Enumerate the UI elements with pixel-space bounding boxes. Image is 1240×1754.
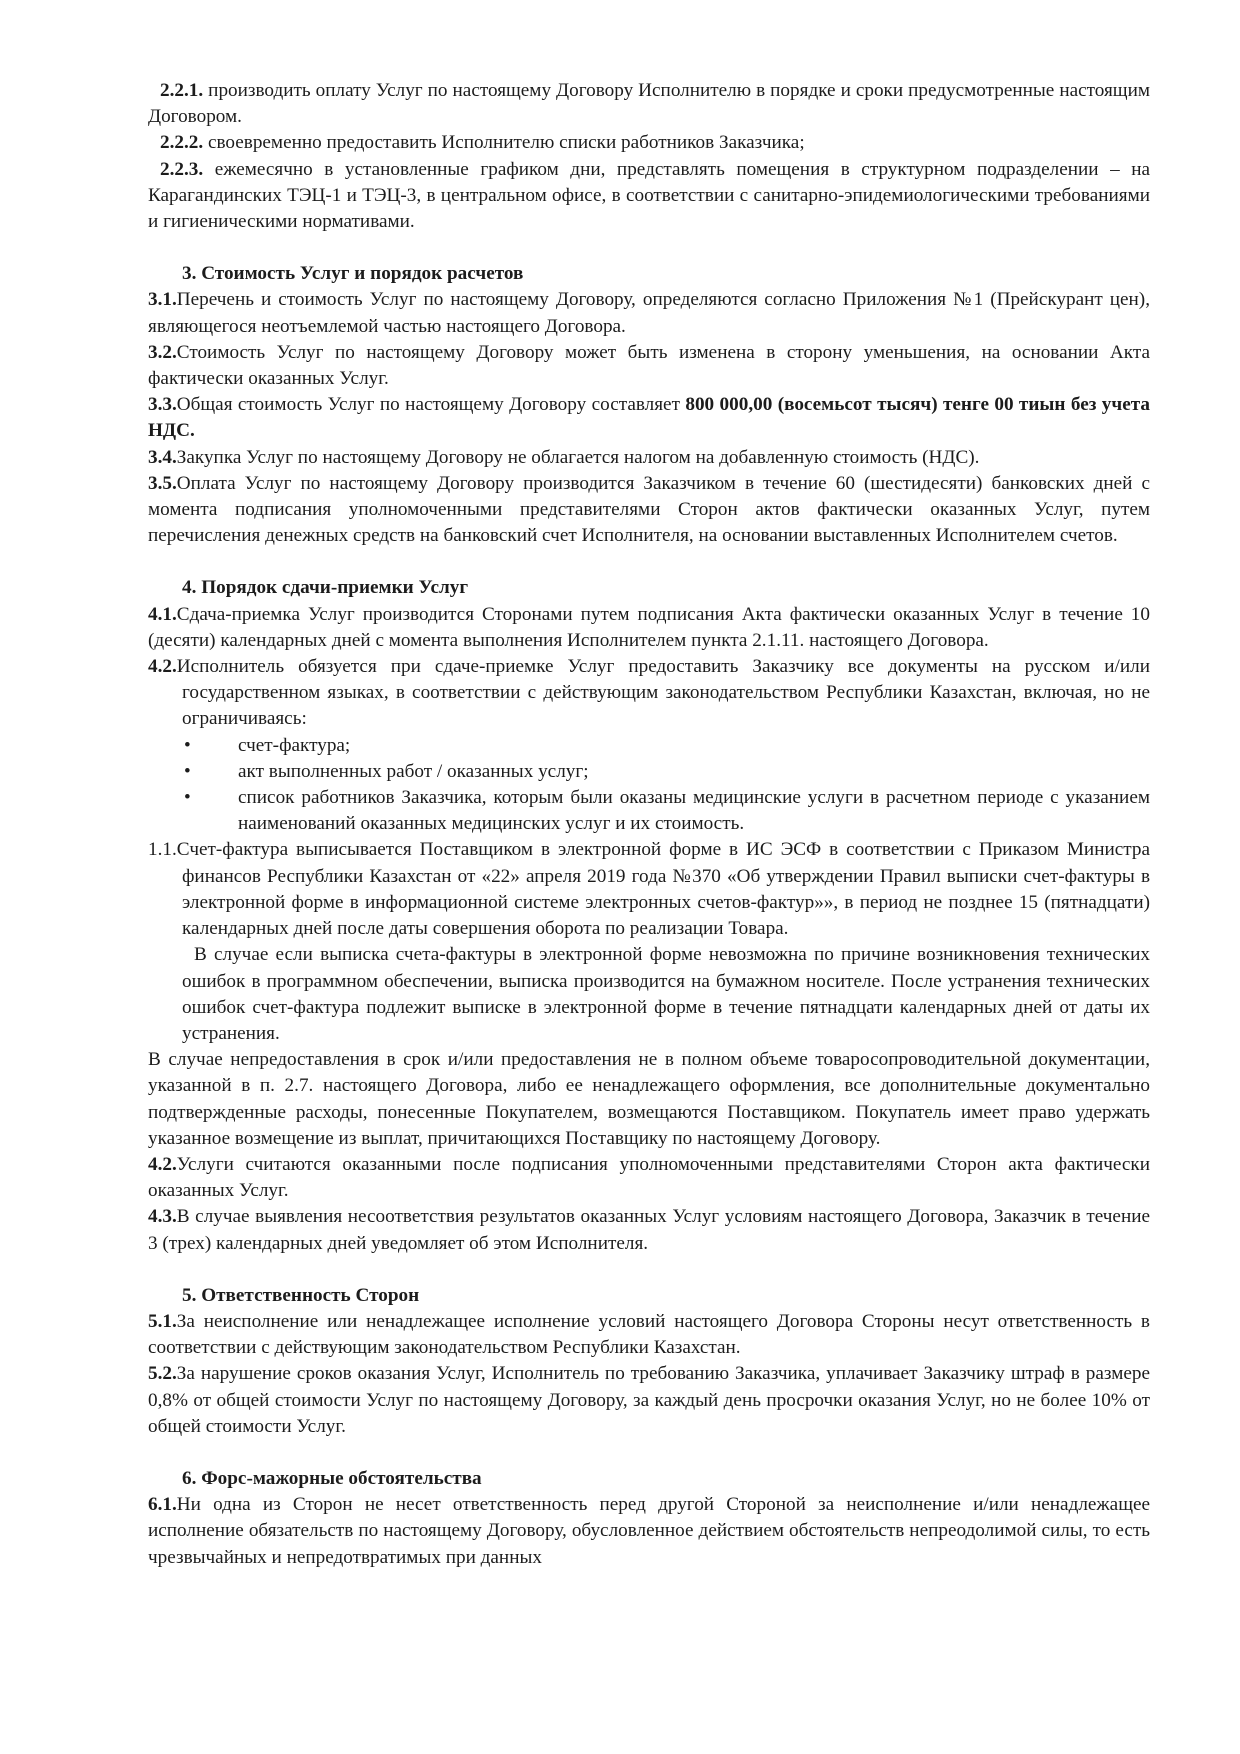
clause-number: 3.5. bbox=[148, 472, 177, 494]
clause-text: производить оплату Услуг по настоящему Договору Исполнителю в порядке и сроки предусмотренные настоящим Договором. bbox=[148, 80, 1150, 128]
bullet-icon: • bbox=[184, 760, 191, 782]
clause-number: 6.1. bbox=[148, 1494, 177, 1516]
clause-1-1 bbox=[148, 837, 1150, 942]
clause-number: 3.1. bbox=[148, 289, 177, 311]
clause-3-1 bbox=[148, 287, 1150, 339]
clause-number: 2.2.3. bbox=[160, 158, 204, 180]
clause-number: 4.3. bbox=[148, 1206, 177, 1228]
clause-text: ежемесячно в установленные графиком дни, представлять помещения в структурном подразделении – на Карагандинских ТЭЦ-1 и ТЭЦ-3, в центральном офисе, в соответствии с санитарно-эпидемиологическими требованиями и гигиеническими нормативами. bbox=[148, 158, 1150, 233]
clause-text: Счет-фактура выписывается Поставщиком в электронной форме в ИС ЭСФ в соответствии с Приказом Министра финансов Республики Казахстан от «22» апреля 2019 года №370 «Об утверждении Правил выписки счет-фактуры в электронной форме в информационной системе электронных счетов-фактур»», в период не позднее 15 (пятнадцати) календарных дней после даты совершения оборота по реализации Товара. bbox=[176, 839, 1150, 940]
clause-number: 1.1. bbox=[148, 839, 177, 861]
clause-text: Услуги считаются оказанными после подписания уполномоченными представителями Сторон акта фактически оказанных Услуг. bbox=[148, 1153, 1150, 1202]
section-5-heading: 5. Ответственность Сторон bbox=[182, 1284, 420, 1306]
clause-number: 2.2.1. bbox=[160, 80, 204, 101]
clause-number: 4.1. bbox=[148, 603, 177, 625]
clause-number: 3.3. bbox=[148, 394, 177, 416]
clause-3-3 bbox=[148, 392, 1150, 444]
section-3-heading: 3. Стоимость Услуг и порядок расчетов bbox=[182, 263, 524, 285]
clause-number: 4.2. bbox=[148, 1153, 177, 1175]
list-item: • список работников Заказчика, которым были оказаны медицинские услуги в расчетном периоде с указанием наименований оказанных медицинских услуг и их стоимость. bbox=[184, 787, 1150, 835]
clause-number: 2.2.2. bbox=[160, 132, 204, 154]
clause-number: 3.2. bbox=[148, 341, 177, 363]
clause-text: Оплата Услуг по настоящему Договору производится Заказчиком в течение 60 (шестидесяти) банковских дней с момента подписания уполномоченными представителями Сторон актов фактически оказанных Услуг, путем перечисления денежных средств на банковский счет Исполнителя, на основании выставленных Исполнителем счетов. bbox=[148, 472, 1150, 547]
clause-3-5 bbox=[148, 471, 1150, 550]
clause-number: 4.2. bbox=[148, 656, 177, 678]
clause-4-3 bbox=[148, 1204, 1150, 1256]
bullet-icon: • bbox=[184, 787, 191, 809]
clause-text: Общая стоимость Услуг по настоящему Договору составляет bbox=[176, 394, 686, 416]
clause-number: 3.4. bbox=[148, 446, 177, 468]
list-item: • счет-фактура; bbox=[238, 733, 1150, 759]
clause-text: За неисполнение или ненадлежащее исполнение условий настоящего Договора Стороны несут ответственность в соответствии с действующим законодательством Республики Казахстан. bbox=[148, 1310, 1150, 1359]
clause-4-2-first bbox=[148, 654, 1150, 733]
section-4-heading: 4. Порядок сдачи-приемки Услуг bbox=[182, 577, 469, 599]
clause-4-2-second bbox=[148, 1152, 1150, 1204]
clause-1-1-continuation: В случае если выписка счета-фактуры в электронной форме невозможна по причине возникновения технических ошибок в программном обеспечении, выписка производится на бумажном носителе. После устранения технических ошибок счет-фактура подлежит выписке в электронной форме в течение пятнадцати календарных дней от даты их устранения. bbox=[182, 944, 1150, 1044]
clause-text: Исполнитель обязуется при сдаче-приемке Услуг предоставить Заказчику все документы на русском и/или государственном языках, в соответствии с действующим законодательством Республики Казахстан, включая, но не ограничиваясь: bbox=[176, 656, 1150, 730]
section-6-heading: 6. Форс-мажорные обстоятельства bbox=[182, 1467, 482, 1489]
clause-number: 5.2. bbox=[148, 1363, 177, 1385]
clause-text: За нарушение сроков оказания Услуг, Исполнитель по требованию Заказчика, уплачивает Заказчику штраф в размере 0,8% от общей стоимости Услуг по настоящему Договору, за каждый день просрочки оказания Услуг, но не более 10% от общей стоимости Услуг. bbox=[148, 1363, 1150, 1437]
clause-text: своевременно предоставить Исполнителю списки работников Заказчика; bbox=[203, 132, 805, 154]
clause-4-1 bbox=[148, 602, 1150, 654]
list-item: • акт выполненных работ / оказанных услуг; bbox=[238, 759, 1150, 785]
clause-2-2-2 bbox=[148, 130, 1150, 156]
clause-6-1 bbox=[148, 1492, 1150, 1571]
clause-5-2 bbox=[148, 1361, 1150, 1440]
clause-3-2 bbox=[148, 340, 1150, 392]
clause-text: Сдача-приемка Услуг производится Сторонами путем подписания Акта фактически оказанных Услуг в течение 10 (десяти) календарных дней с момента выполнения Исполнителем пункта 2.1.11. настоящего Договора. bbox=[148, 603, 1150, 651]
clause-text: Закупка Услуг по настоящему Договору не облагается налогом на добавленную стоимость (НДС). bbox=[176, 446, 980, 468]
clause-text: Стоимость Услуг по настоящему Договору может быть изменена в сторону уменьшения, на основании Акта фактически оказанных Услуг. bbox=[148, 341, 1150, 390]
bullet-icon: • bbox=[184, 734, 191, 756]
clause-text: Перечень и стоимость Услуг по настоящему Договору, определяются согласно Приложения №1 (Прейскурант цен), являющегося неотъемлемой частью настоящего Договора. bbox=[148, 289, 1150, 337]
documents-list bbox=[148, 733, 1150, 838]
clause-5-1 bbox=[148, 1309, 1150, 1361]
clause-number: 5.1. bbox=[148, 1310, 177, 1332]
nonsupply-paragraph: В случае непредоставления в срок и/или предоставления не в полном объеме товаросопроводительной документации, указанной в п. 2.7. настоящего Договора, либо ее ненадлежащего оформления, все дополнительные документально подтвержденные расходы, понесенные Покупателем, возмещаются Поставщиком. Покупатель имеет право удержать указанное возмещение из выплат, причитающихся Поставщику по настоящему Договору. bbox=[148, 1049, 1150, 1149]
clause-text: Ни одна из Сторон не несет ответственность перед другой Стороной за неисполнение и/или ненадлежащее исполнение обязательств по настоящему Договору, обусловленное действием обстоятельств непреодолимой силы, то есть чрезвычайных и непредотвратимых при данных bbox=[148, 1494, 1150, 1568]
clause-text: В случае выявления несоответствия результатов оказанных Услуг условиям настоящего Договора, Заказчик в течение 3 (трех) календарных дней уведомляет об этом Исполнителя. bbox=[148, 1206, 1150, 1254]
clause-3-4 bbox=[148, 445, 1150, 471]
clause-2-2-1 bbox=[148, 78, 1150, 130]
total-amount: 800 000,00 (восемьсот тысяч) тенге 00 тиын без учета НДС. bbox=[148, 394, 1150, 442]
clause-2-2-3 bbox=[148, 157, 1150, 236]
